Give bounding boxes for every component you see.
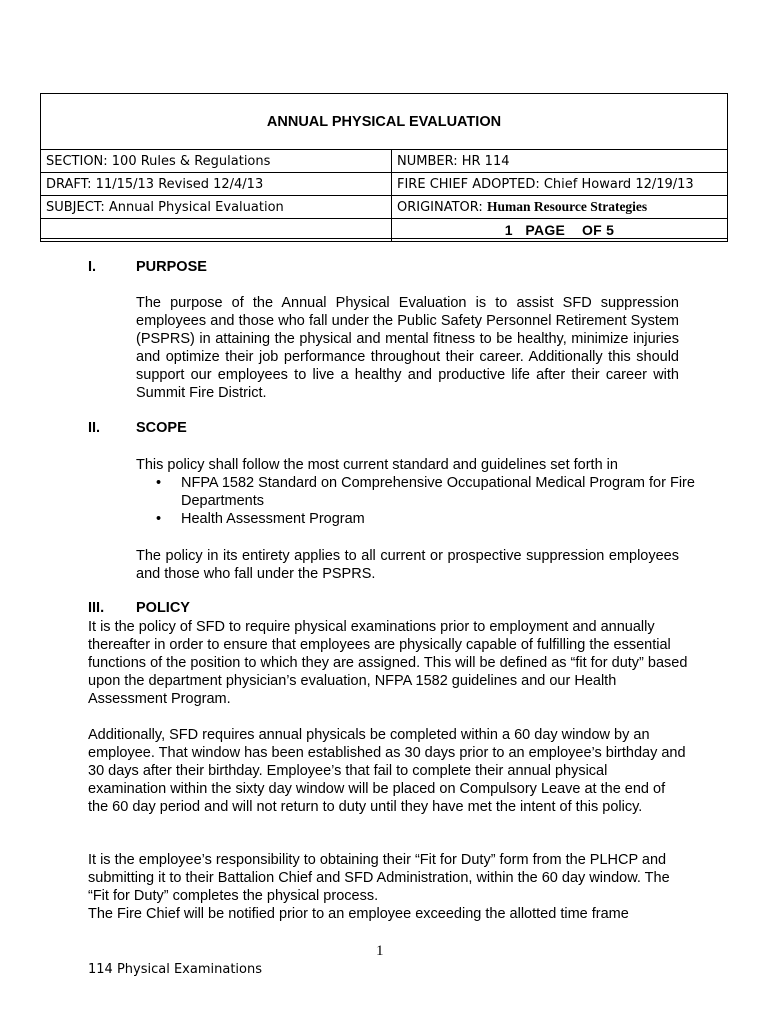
header-row: [41, 150, 728, 173]
policy-paragraph-1: It is the policy of SFD to require physical examinations prior to employment and annually thereafter in order to ensure that employees are physically capable of fulfilling the essential functions of the position to which they are assigned. This will be defined as “fit for duty” based upon the department physician’s evaluation, NFPA 1582 guidelines and our Health Assessment Program.: [88, 619, 688, 707]
scope-numeral: II.: [88, 420, 101, 436]
originator-field: [392, 196, 728, 219]
header-row: [41, 219, 728, 242]
document-title: ANNUAL PHYSICAL EVALUATION: [266, 114, 502, 130]
bullet-text: Health Assessment Program: [181, 511, 365, 527]
bullet-text: NFPA 1582 Standard on Comprehensive Occupational Medical Program for Fire Departments: [181, 475, 695, 509]
policy-paragraph-3: It is the employee’s responsibility to obtaining their “Fit for Duty” form from the PLHCP and submitting it to their Battalion Chief and SFD Administration, within the 60 day window. The “Fit for Duty” completes the physical process.: [88, 852, 670, 904]
bullet-icon: •: [156, 475, 162, 491]
page-count-field: 1 PAGE OF 5: [392, 219, 728, 242]
footer-text: 114 Physical Examinations: [88, 962, 262, 977]
subject-field: SUBJECT: Annual Physical Evaluation: [41, 196, 392, 219]
policy-paragraph-2: Additionally, SFD requires annual physicals be completed within a 60 day window by an employee. That window has been established as 30 days prior to an employee’s birthday and 30 days after their birthday. Employee’s that fail to complete their annual physical examination within the sixty day window will be placed on Compulsory Leave at the end of the 60 day period and will not return to duty until they have met the intent of this policy.: [88, 727, 686, 815]
policy-header: [40, 93, 728, 239]
bullet-icon: •: [156, 511, 162, 527]
scope-closing: The policy in its entirety applies to all current or prospective suppression employees and those who fall under the PSPRS.: [136, 548, 679, 582]
empty-cell: [41, 219, 392, 242]
list-item: [136, 474, 696, 510]
policy-heading: POLICY: [136, 600, 190, 616]
scope-heading: SCOPE: [136, 420, 187, 436]
number-field: NUMBER: HR 114: [392, 150, 728, 173]
purpose-numeral: I.: [88, 259, 97, 275]
purpose-heading: PURPOSE: [136, 259, 207, 275]
header-row: [41, 196, 728, 219]
list-item: [136, 510, 696, 528]
header-info-table: [40, 149, 728, 242]
policy-numeral: III.: [88, 600, 105, 616]
policy-paragraph-4: The Fire Chief will be notified prior to an employee exceeding the allotted time frame: [88, 906, 629, 922]
header-row: [41, 173, 728, 196]
adopted-field: FIRE CHIEF ADOPTED: Chief Howard 12/19/13: [392, 173, 728, 196]
originator-value: Human Resource Strategies: [486, 199, 648, 214]
scope-bullet-list: [136, 474, 696, 528]
originator-label: ORIGINATOR:: [397, 200, 483, 215]
scope-intro: This policy shall follow the most current standard and guidelines set forth in: [136, 457, 618, 473]
section-field: SECTION: 100 Rules & Regulations: [41, 150, 392, 173]
purpose-text: The purpose of the Annual Physical Evaluation is to assist SFD suppression employees and those who fall under the Public Safety Personnel Retirement System (PSPRS) in attaining the physical and mental fitness to be healthy, minimize injuries and optimize their job performance throughout their career. Additionally this should support our employees to live a healthy and productive life after their career with Summit Fire District.: [136, 295, 679, 401]
page-number: 1: [376, 943, 384, 959]
draft-field: DRAFT: 11/15/13 Revised 12/4/13: [41, 173, 392, 196]
